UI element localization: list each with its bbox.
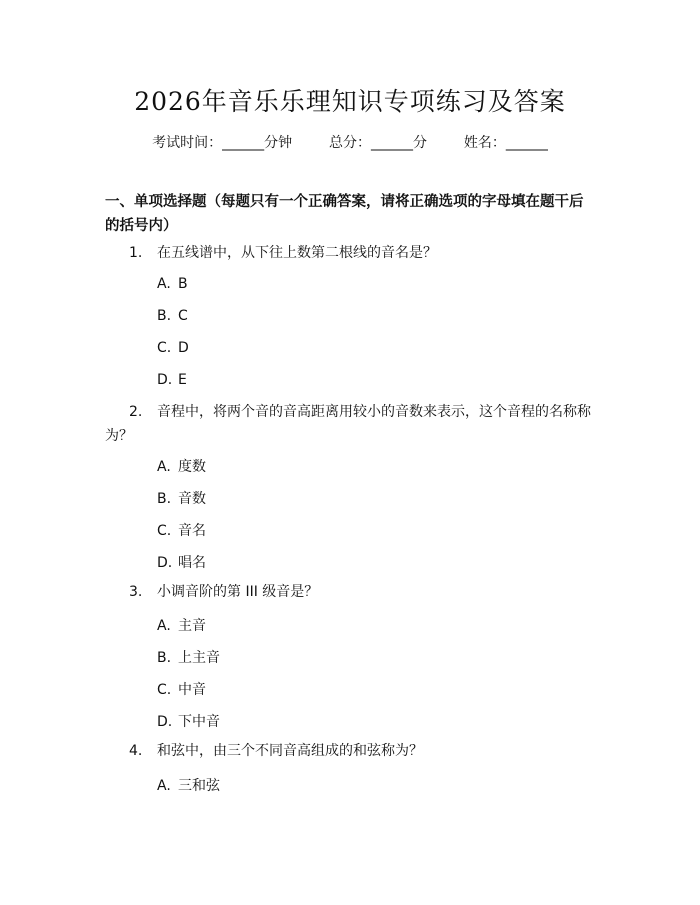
option-text: 上主音 [178, 650, 220, 666]
option-text: 音名 [178, 523, 206, 539]
option-1b [157, 308, 188, 324]
question-text: 在五线谱中，从下往上数第二根线的音名是？ [157, 245, 437, 261]
score-label: 总分： [329, 135, 371, 151]
section-heading: 一、单项选择题（每题只有一个正确答案，请将正确选项的字母填在题干后的括号内） [105, 194, 584, 234]
score-unit: 分 [413, 135, 427, 151]
option-1d [157, 372, 187, 388]
option-text: D [178, 340, 189, 356]
option-text: 音数 [178, 491, 206, 507]
option-letter: D. [157, 714, 173, 730]
question-text: 音程中，将两个音的音高距离用较小的音数来表示，这个音程的名称称为？ [105, 404, 591, 444]
option-text: E [178, 372, 187, 388]
option-3b [157, 647, 220, 667]
option-3c [157, 679, 206, 699]
option-text: 中音 [178, 682, 206, 698]
option-text: 唱名 [178, 555, 206, 571]
option-letter: C. [157, 523, 172, 539]
option-letter: D. [157, 555, 173, 571]
question-number: 3. [129, 584, 143, 600]
option-letter: A. [157, 778, 171, 794]
option-2d [157, 552, 206, 572]
option-text: C [178, 308, 188, 324]
option-2a [157, 456, 206, 476]
question-3 [105, 580, 595, 604]
question-2 [105, 400, 595, 448]
question-4 [105, 739, 595, 763]
option-letter: A. [157, 459, 171, 475]
option-1c [157, 340, 189, 356]
question-text: 小调音阶的第 III 级音是？ [157, 584, 319, 600]
page-title: 2026年音乐乐理知识专项练习及答案 [134, 87, 566, 116]
option-2c [157, 520, 206, 540]
option-letter: D. [157, 372, 173, 388]
name-label: 姓名： [463, 135, 506, 151]
question-1 [105, 241, 595, 265]
exam-meta-line [0, 132, 700, 152]
option-text: B [178, 276, 188, 292]
option-text: 下中音 [178, 714, 220, 730]
question-number: 4. [129, 743, 143, 759]
option-letter: A. [157, 618, 171, 634]
score-blank: ______ [371, 135, 413, 151]
option-letter: A. [157, 276, 171, 292]
option-letter: B. [157, 491, 172, 507]
option-1a [157, 276, 188, 292]
question-number: 1. [129, 245, 143, 261]
time-label: 考试时间： [152, 135, 223, 151]
option-text: 度数 [178, 459, 206, 475]
option-letter: C. [157, 682, 172, 698]
option-letter: B. [157, 650, 172, 666]
option-letter: C. [157, 340, 172, 356]
time-blank: ______ [222, 135, 265, 151]
name-blank: ______ [505, 135, 548, 151]
time-unit: 分钟 [264, 135, 293, 151]
question-number: 2. [129, 404, 143, 420]
option-text: 主音 [178, 618, 206, 634]
option-letter: B. [157, 308, 172, 324]
question-text: 和弦中，由三个不同音高组成的和弦称为？ [157, 743, 423, 759]
option-2b [157, 488, 206, 508]
option-3d [157, 711, 220, 731]
option-text: 三和弦 [178, 778, 220, 794]
option-3a [157, 615, 206, 635]
option-4a [157, 775, 220, 795]
